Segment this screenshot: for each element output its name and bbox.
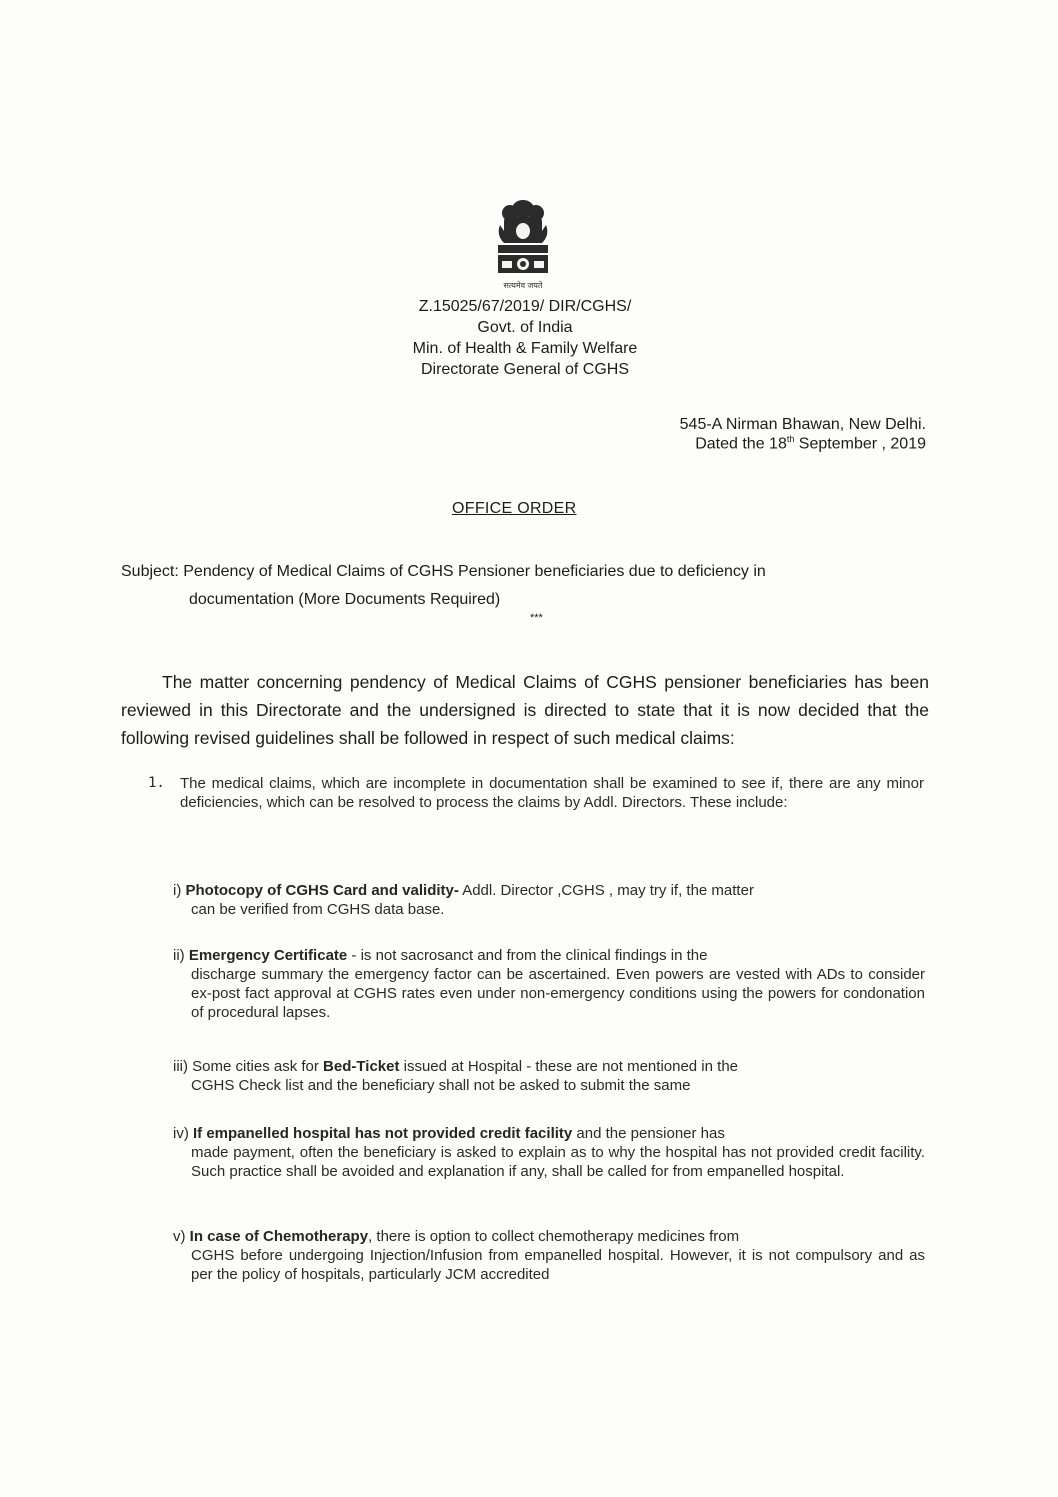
- list-item-1: [148, 774, 924, 812]
- list-item-number: 1.: [148, 775, 165, 791]
- sub-item-i: i) Photocopy of CGHS Card and validity- Addl. Director ,CGHS , may try if, the matter can be verified from CGHS data base.: [173, 882, 754, 918]
- ministry-line: Min. of Health & Family Welfare: [412, 340, 638, 357]
- intro-paragraph: The matter concerning pendency of Medical Claims of CGHS pensioner beneficiaries has been reviewed in this Directorate and the undersigned is directed to state that it is now decided that the following revised guidelines shall be followed in respect of such medical claims:: [121, 672, 929, 748]
- sub-item-iii: iii) Some cities ask for Bed-Ticket issued at Hospital - these are not mentioned in the CGHS Check list and the beneficiary shall not be asked to submit the same: [173, 1058, 739, 1094]
- order-title: OFFICE ORDER: [452, 500, 577, 517]
- subject-line-1: Subject: Pendency of Medical Claims of CGHS Pensioner beneficiaries due to deficiency in: [121, 563, 766, 580]
- subject-block: [121, 558, 931, 614]
- sub-item-iv: iv) If empanelled hospital has not provided credit facility and the pensioner has made payment, often the beneficiary is asked to explain as to why the hospital has not provided credit facility. Such practice shall be avoided and explanation if any, shall be called for from empanelled hospital.: [173, 1125, 925, 1180]
- list-item-text: The medical claims, which are incomplete in documentation shall be examined to see if, there are any minor deficiencies, which can be resolved to process the claims by Addl. Directors. These include:: [180, 775, 924, 811]
- sub-item-heading: If empanelled hospital has not provided credit facility: [193, 1125, 573, 1142]
- sub-item-v: v) In case of Chemotherapy, there is option to collect chemotherapy medicines from CGHS before undergoing Injection/Infusion from empanelled hospital. However, it is not compulsory and as per the policy of hospitals, particularly JCM accredited: [173, 1228, 925, 1283]
- sub-item-heading: Bed-Ticket: [323, 1058, 400, 1075]
- sub-item-heading: In case of Chemotherapy: [189, 1228, 369, 1245]
- separator: ***: [530, 612, 543, 624]
- sub-item-heading: Emergency Certificate: [188, 947, 348, 964]
- govt-line: Govt. of India: [477, 319, 573, 336]
- date-line: Dated the 18th September , 2019: [695, 434, 926, 453]
- directorate-line: Directorate General of CGHS: [420, 361, 630, 378]
- file-number: Z.15025/67/2019/ DIR/CGHS/: [418, 298, 632, 315]
- address-line: 545-A Nirman Bhawan, New Delhi.: [679, 416, 926, 433]
- sub-item-heading: Photocopy of CGHS Card and validity-: [185, 882, 459, 899]
- sub-item-ii: ii) Emergency Certificate - is not sacrosanct and from the clinical findings in the discharge summary the emergency factor can be ascertained. Even powers are vested with ADs to consider ex-post fact approval at CGHS rates even under non-emergency conditions using the powers for condonation of procedural lapses.: [173, 947, 925, 1021]
- subject-line-2: documentation (More Documents Required): [189, 591, 501, 608]
- national-emblem-icon: [490, 195, 556, 279]
- emblem-motto: सत्यमेव जयते: [503, 281, 543, 290]
